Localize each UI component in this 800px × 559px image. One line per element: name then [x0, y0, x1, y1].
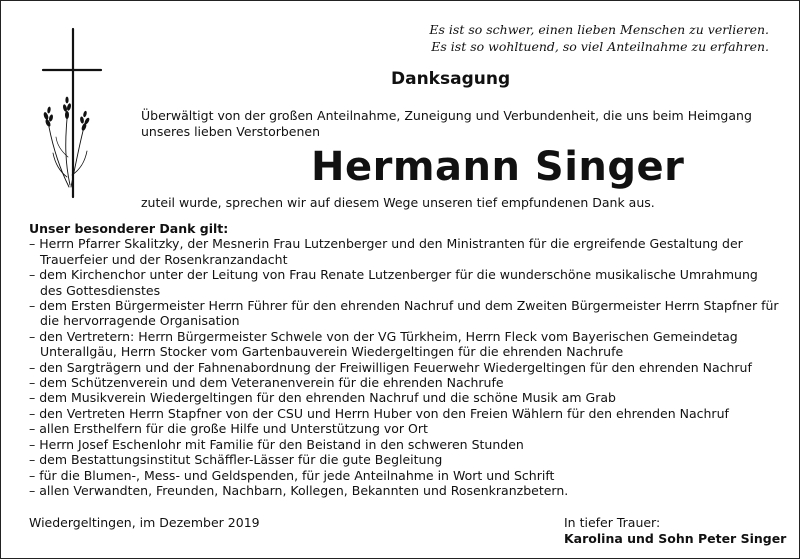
list-item: – dem Bestattungsinstitut Schäffler-Lässer für die gute Begleitung [29, 452, 443, 468]
signature [564, 515, 786, 547]
list-item: – den Vertretern: Herrn Bürgermeister Schwele von der VG Türkheim, Herrn Fleck vom Bayerischen Gemeindetag Unterallgäu, Herrn Stocker vom Gartenbauverein Wiedergeltingen für die ehrenden Nachrufe [29, 328, 738, 360]
thanks-heading: Unser besonderer Dank gilt: [29, 221, 229, 236]
signature-label: In tiefer Trauer: [564, 515, 661, 530]
outro-text: zuteil wurde, sprechen wir auf diesem Wege unseren tief empfundenen Dank aus. [141, 195, 655, 210]
list-item: – allen Ersthelfern für die große Hilfe und Unterstützung vor Ort [29, 421, 428, 437]
deceased-name: Hermann Singer [311, 144, 685, 190]
list-item: – für die Blumen-, Mess- und Geldspenden, für jede Anteilnahme in Wort und Schrift [29, 467, 555, 483]
cross-with-wheat-icon [29, 27, 129, 199]
list-item: – dem Musikverein Wiedergeltingen für den ehrenden Nachruf und die schöne Musik am Grab [29, 390, 616, 406]
thanks-list [29, 236, 779, 498]
heading-danksagung: Danksagung [391, 69, 511, 89]
list-item: – Herrn Josef Eschenlohr mit Familie für den Beistand in den schweren Stunden [29, 436, 524, 452]
signature-names: Karolina und Sohn Peter Singer [564, 531, 787, 546]
list-item: – allen Verwandten, Freunden, Nachbarn, Kollegen, Bekannten und Rosenkranzbetern. [29, 482, 569, 498]
intro-text: Überwältigt von der großen Anteilnahme, Zuneigung und Verbundenheit, die uns beim Heimgang unseres lieben Verstorbenen [141, 108, 752, 139]
list-item: – den Vertreten Herrn Stapfner von der CSU und Herrn Huber von den Freien Wählern für den ehrenden Nachruf [29, 405, 729, 421]
motto [349, 21, 769, 55]
list-item: – den Sargträgern und der Fahnenabordnung der Freiwilligen Feuerwehr Wiedergeltingen für den ehrenden Nachruf [29, 359, 752, 375]
list-item: – dem Ersten Bürgermeister Herrn Führer für den ehrenden Nachruf und dem Zweiten Bürgermeister Herrn Stapfner für die hervorragende Organisation [29, 298, 779, 329]
thanks-section [29, 221, 779, 498]
list-item: – Herrn Pfarrer Skalitzky, der Mesnerin Frau Lutzenberger und den Ministranten für die ergreifende Gestaltung der Trauerfeier und der Rosenkranzandacht [29, 236, 743, 267]
motto-line: Es ist so wohltuend, so viel Anteilnahme zu erfahren. [431, 39, 769, 54]
list-item: – dem Kirchenchor unter der Leitung von Frau Renate Lutzenberger für die wunderschöne musikalische Umrahmung des Gottesdienstes [29, 267, 758, 298]
list-item: – dem Schützenverein und dem Veteranenverein für die ehrenden Nachrufe [29, 375, 504, 391]
motto-line: Es ist so schwer, einen lieben Menschen zu verlieren. [429, 22, 769, 37]
place-date: Wiedergeltingen, im Dezember 2019 [29, 515, 260, 530]
